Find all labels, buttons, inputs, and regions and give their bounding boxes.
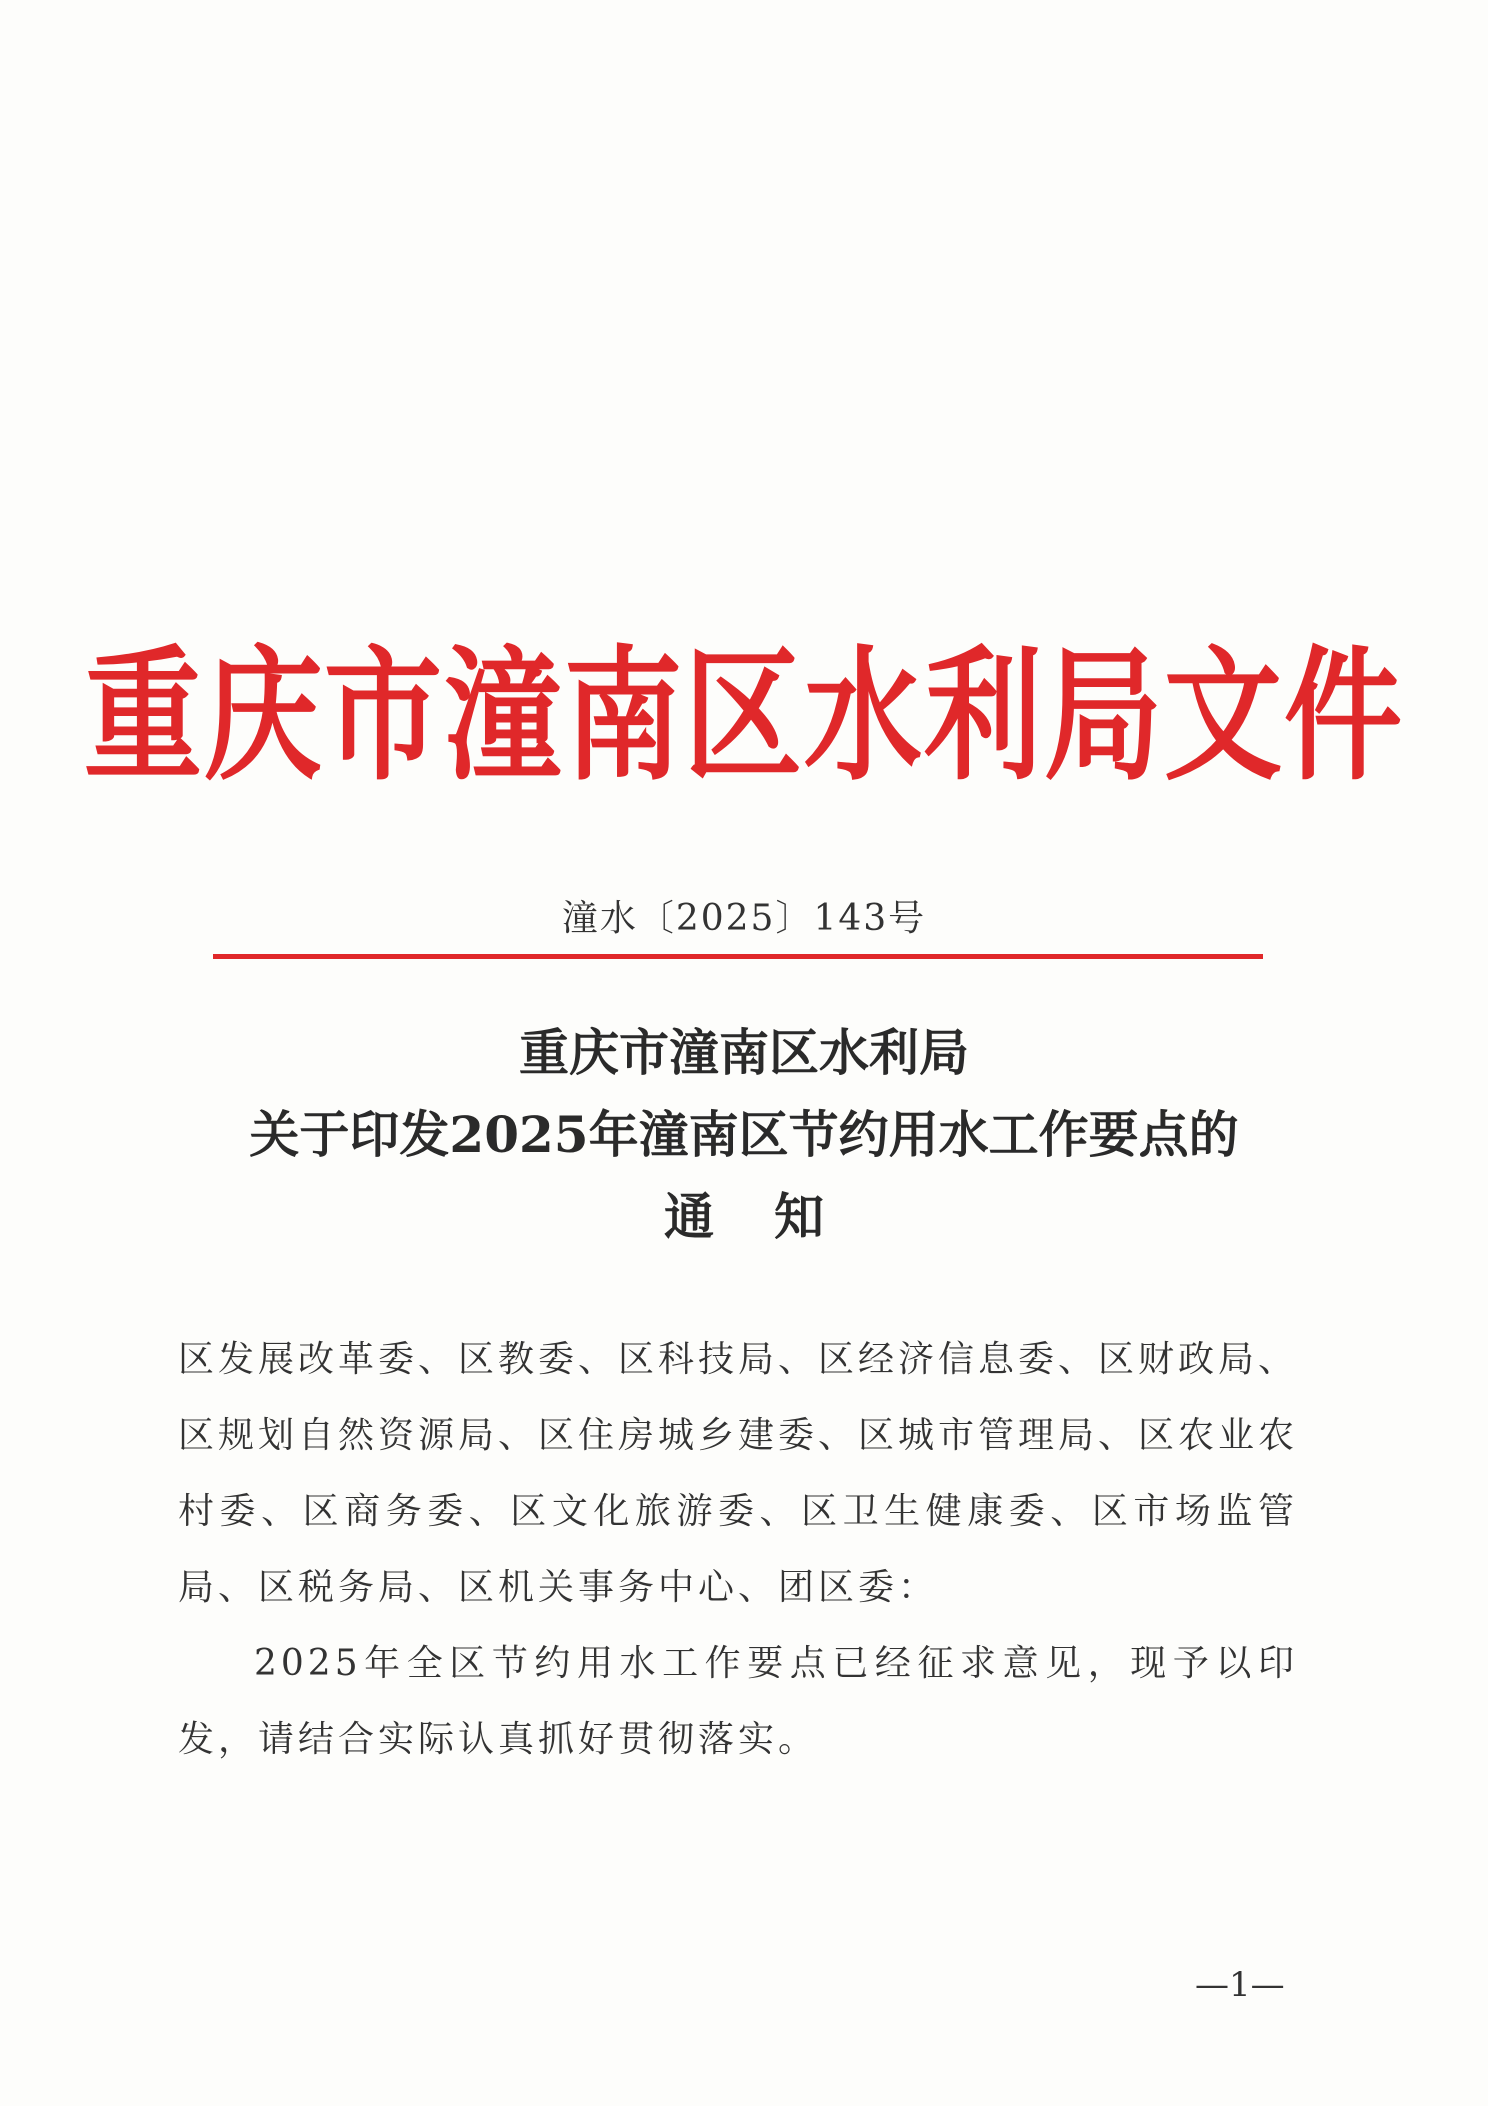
red-divider — [213, 954, 1263, 959]
title-line-3: 通知 — [664, 1187, 884, 1246]
recipients-paragraph: 区发展改革委、区教委、区科技局、区经济信息委、区财政局、区规划自然资源局、区住房城乡建委、区城市管理局、区农业农村委、区商务委、区文化旅游委、区卫生健康委、区市场监管局、区税务局、区机关事务中心、团区委： — [178, 1339, 1299, 1608]
title-line-1: 重庆市潼南区水利局 — [519, 1023, 969, 1082]
document-header-title: 重庆市潼南区水利局文件 — [83, 631, 1404, 801]
document-body — [178, 1322, 1298, 1778]
title-line-2: 关于印发2025年潼南区节约用水工作要点的 — [249, 1105, 1239, 1164]
page-number: —1— — [1195, 1965, 1285, 2005]
body-paragraph-1: 2025年全区节约用水工作要点已经征求意见，现予以印发，请结合实际认真抓好贯彻落实。 — [178, 1643, 1298, 1760]
document-number: 潼水〔2025〕143号 — [561, 898, 927, 939]
notice-title — [0, 1012, 1488, 1258]
